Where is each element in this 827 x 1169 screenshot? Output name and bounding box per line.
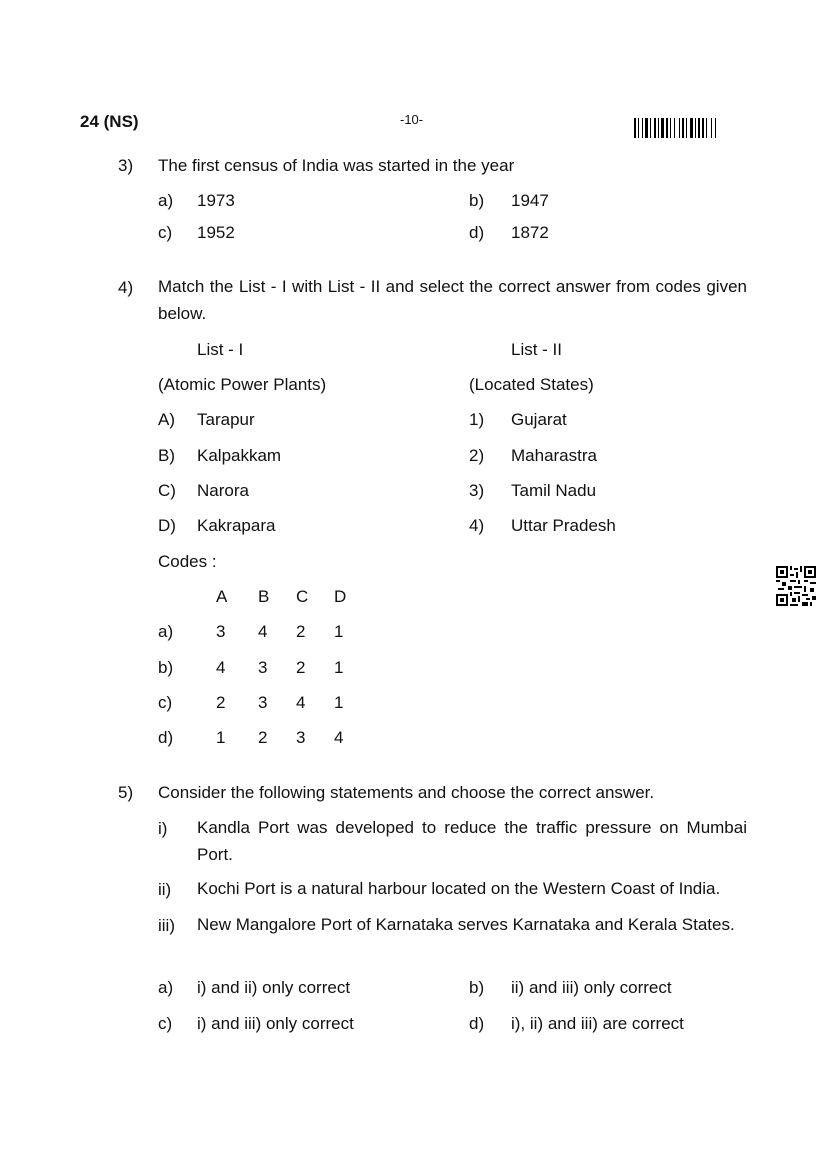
question-5-text: Consider the following statements and choose the correct answer. [158, 783, 655, 802]
code-cell: 1 [334, 622, 344, 641]
code-header-d: D [334, 587, 347, 606]
code-cell: 4 [334, 728, 344, 747]
code-cell: 1 [216, 728, 226, 747]
code-cell: 3 [296, 728, 306, 747]
q5-option-c-text: i) and iii) only correct [197, 1014, 354, 1033]
statement-label: iii) [158, 916, 175, 935]
statement-label: ii) [158, 880, 172, 899]
code-cell: 3 [258, 693, 268, 712]
list-1-item-label: A) [158, 410, 175, 429]
list-2-subtitle: (Located States) [469, 375, 594, 394]
code-cell: 2 [296, 658, 306, 677]
statement-label: i) [158, 819, 168, 838]
list-2-item: Uttar Pradesh [511, 516, 616, 535]
question-3-text: The first census of India was started in the year [158, 156, 515, 175]
q3-option-b-label: b) [469, 191, 485, 210]
code-header-c: C [296, 587, 309, 606]
q3-option-d-text: 1872 [511, 223, 549, 242]
list-2-item-label: 2) [469, 446, 485, 465]
statement-text: New Mangalore Port of Karnataka serves Karnataka and Kerala States. [197, 915, 735, 934]
codes-label: Codes : [158, 552, 217, 571]
question-4-text: Match the List - I with List - II and select the correct answer from codes given below. [158, 277, 747, 323]
question-4-number: 4) [118, 278, 134, 297]
code-cell: 1 [334, 658, 344, 677]
code-cell: 2 [296, 622, 306, 641]
code-cell: 4 [258, 622, 268, 641]
code-cell: 4 [216, 658, 226, 677]
code-header-a: A [216, 587, 228, 606]
code-row-label: b) [158, 658, 174, 677]
statement-text: Kandla Port was developed to reduce the traffic pressure on Mumbai Port. [197, 818, 747, 864]
list-1-item-label: B) [158, 446, 175, 465]
list-1-item: Narora [197, 481, 249, 500]
code-cell: 3 [216, 622, 226, 641]
list-1-item-label: C) [158, 481, 176, 500]
list-1-item: Tarapur [197, 410, 255, 429]
list-1-subtitle: (Atomic Power Plants) [158, 375, 327, 394]
page-number: -10- [400, 112, 424, 127]
list-1-item: Kakrapara [197, 516, 276, 535]
list-2-item: Tamil Nadu [511, 481, 597, 500]
list-2-item: Maharastra [511, 446, 597, 465]
list-1-item: Kalpakkam [197, 446, 282, 465]
q5-option-d-text: i), ii) and iii) are correct [511, 1014, 684, 1033]
q5-option-d-label: d) [469, 1014, 485, 1033]
list-2-item-label: 4) [469, 516, 485, 535]
list-2-item: Gujarat [511, 410, 567, 429]
q3-option-c-text: 1952 [197, 223, 235, 242]
q3-option-d-label: d) [469, 223, 485, 242]
q5-option-b-label: b) [469, 978, 485, 997]
list-2-item-label: 1) [469, 410, 485, 429]
code-cell: 1 [334, 693, 344, 712]
code-row-label: a) [158, 622, 174, 641]
code-row-label: d) [158, 728, 174, 747]
q3-option-c-label: c) [158, 223, 173, 242]
q5-option-a-label: a) [158, 978, 174, 997]
question-5-number: 5) [118, 783, 134, 802]
code-cell: 3 [258, 658, 268, 677]
barcode-icon [634, 118, 746, 138]
q5-option-b-text: ii) and iii) only correct [511, 978, 672, 997]
q5-option-c-label: c) [158, 1014, 173, 1033]
qr-code-icon [776, 566, 816, 606]
q3-option-a-text: 1973 [197, 191, 235, 210]
code-cell: 2 [258, 728, 268, 747]
list-1-title: List - I [197, 340, 244, 359]
paper-code: 24 (NS) [80, 112, 139, 131]
q5-option-a-text: i) and ii) only correct [197, 978, 351, 997]
list-2-item-label: 3) [469, 481, 485, 500]
code-row-label: c) [158, 693, 173, 712]
list-2-title: List - II [511, 340, 563, 359]
statement-text: Kochi Port is a natural harbour located on the Western Coast of India. [197, 879, 721, 898]
question-3-number: 3) [118, 156, 134, 175]
q3-option-a-label: a) [158, 191, 174, 210]
q3-option-b-text: 1947 [511, 191, 549, 210]
code-cell: 4 [296, 693, 306, 712]
code-header-b: B [258, 587, 270, 606]
list-1-item-label: D) [158, 516, 176, 535]
code-cell: 2 [216, 693, 226, 712]
